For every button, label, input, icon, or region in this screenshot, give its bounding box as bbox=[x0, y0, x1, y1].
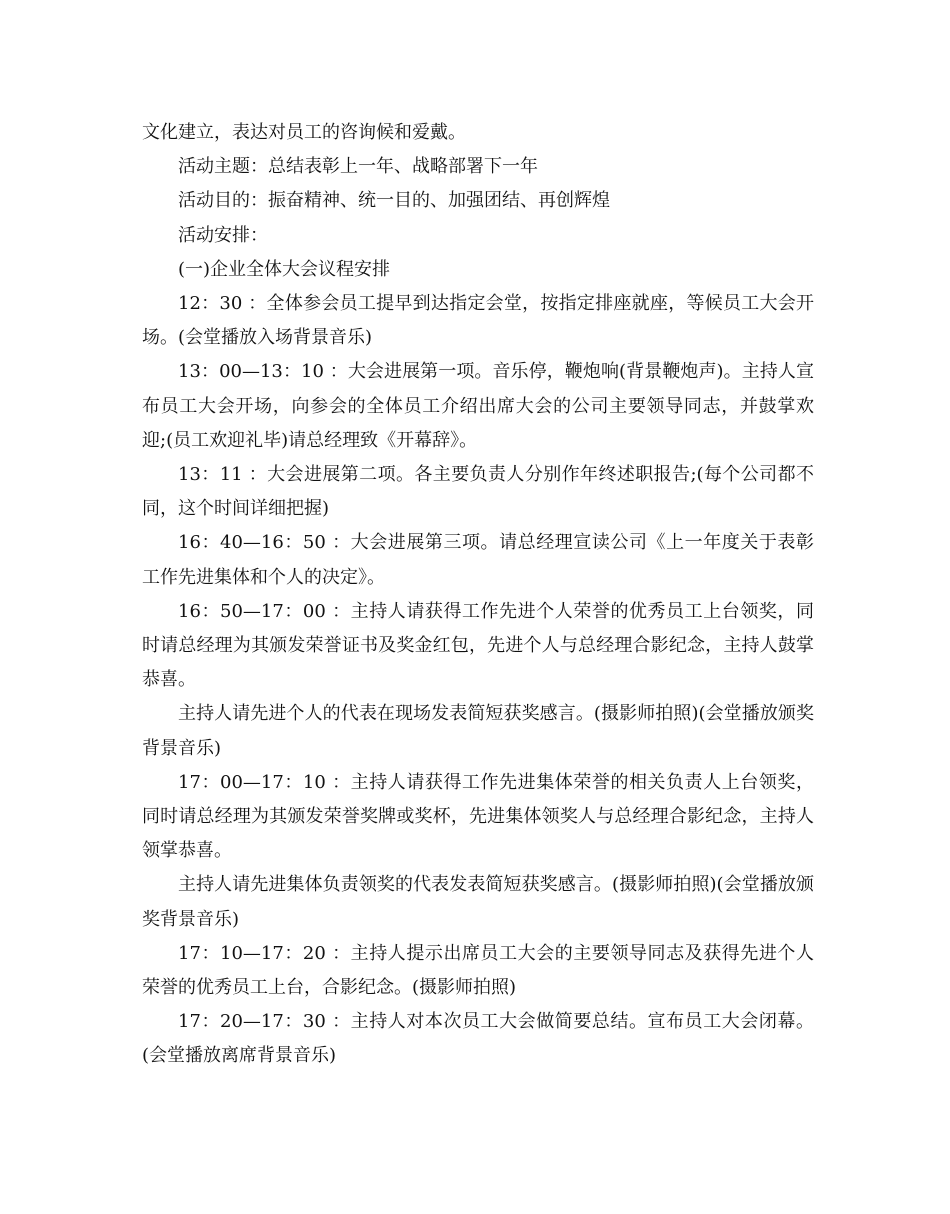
agenda-item: 13：11 ：大会进展第二项。各主要负责人分别作年终述职报告;(每个公司都不同，这个时间详细把握) bbox=[142, 464, 814, 520]
agenda-item: 17：20—17：30 ：主持人对本次员工大会做简要总结。宣布员工大会闭幕。(会堂播放离席背景音乐) bbox=[142, 1011, 814, 1067]
agenda-item: 13：00—13：10 ：大会进展第一项。音乐停，鞭炮响(背景鞭炮声)。主持人宣布员工大会开场，向参会的全体员工介绍出席大会的公司主要领导同志，并鼓掌欢迎;(员工欢迎礼毕)请总经理致《开幕辞》。 bbox=[142, 361, 814, 451]
agenda-item: 16：50—17：00 ：主持人请获得工作先进个人荣誉的优秀员工上台领奖，同时请总经理为其颁发荣誉证书及奖金红包，先进个人与总经理合影纪念，主持人鼓掌恭喜。 bbox=[142, 600, 814, 691]
agenda-note: 主持人请先进集体负责领奖的代表发表简短获奖感言。(摄影师拍照)(会堂播放颁奖背景音乐) bbox=[142, 874, 814, 930]
paragraph-section-heading: (一)企业全体大会议程安排 bbox=[178, 258, 391, 280]
agenda-item: 16：40—16：50 ：大会进展第三项。请总经理宣读公司《上一年度关于表彰工作先进集体和个人的决定》。 bbox=[142, 532, 814, 588]
agenda-item: 17：10—17：20 ：主持人提示出席员工大会的主要领导同志及获得先进个人荣誉的优秀员工上台，合影纪念。(摄影师拍照) bbox=[142, 942, 814, 999]
paragraph-purpose: 活动目的：振奋精神、统一目的、加强团结、再创辉煌 bbox=[178, 190, 610, 212]
paragraph-theme: 活动主题：总结表彰上一年、战略部署下一年 bbox=[178, 156, 538, 178]
agenda-item: 12：30 ：全体参会员工提早到达指定会堂，按指定排座就座，等候员工大会开场。(会堂播放入场背景音乐) bbox=[142, 293, 814, 349]
agenda-item: 17：00—17：10 ：主持人请获得工作先进集体荣誉的相关负责人上台领奖，同时请总经理为其颁发荣誉奖牌或奖杯，先进集体领奖人与总经理合影纪念，主持人领掌恭喜。 bbox=[142, 771, 814, 862]
agenda-note: 主持人请先进个人的代表在现场发表简短获奖感言。(摄影师拍照)(会堂播放颁奖背景音乐) bbox=[142, 703, 814, 759]
document-body bbox=[142, 116, 814, 1074]
paragraph-arrangement-heading: 活动安排： bbox=[178, 224, 268, 246]
paragraph-intro: 文化建立，表达对员工的咨询候和爱戴。 bbox=[142, 122, 466, 143]
